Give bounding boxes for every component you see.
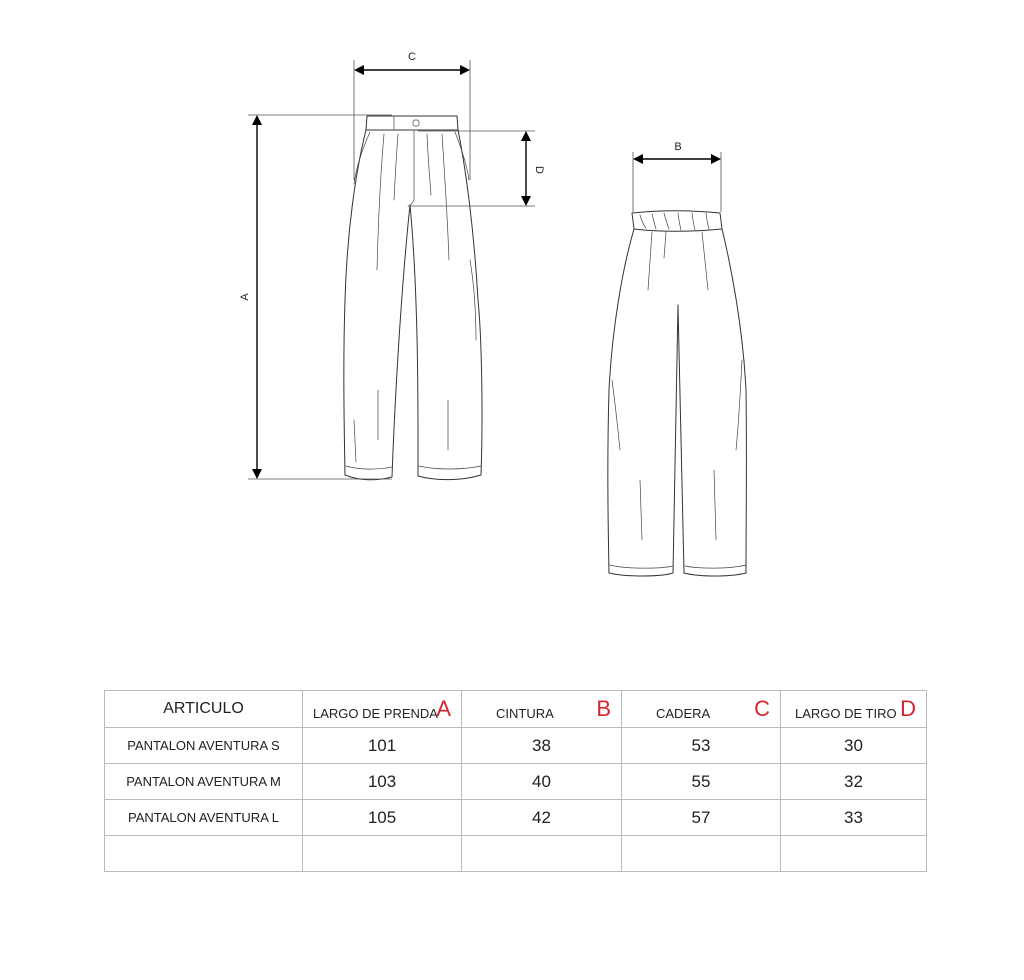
- row-name: PANTALON AVENTURA M: [105, 764, 303, 800]
- dimension-letter-d: D: [900, 696, 916, 721]
- row-name: PANTALON AVENTURA L: [105, 800, 303, 836]
- cell-largo-de-prenda: 103: [303, 764, 462, 800]
- cell-largo-de-tiro: 30: [781, 728, 927, 764]
- column-header-label: CINTURA: [496, 705, 554, 721]
- column-header-label: LARGO DE TIRO: [795, 705, 897, 721]
- column-header-cadera: [622, 691, 781, 728]
- table-header-row: [105, 691, 927, 728]
- dimension-d: [521, 131, 545, 206]
- row-name: PANTALON AVENTURA S: [105, 728, 303, 764]
- cell-largo-de-tiro: 32: [781, 764, 927, 800]
- cell-largo-de-tiro: 33: [781, 800, 927, 836]
- back-guide-lines: [633, 152, 721, 212]
- cell-cintura: [462, 836, 622, 872]
- cell-largo-de-tiro: [781, 836, 927, 872]
- cell-largo-de-prenda: 101: [303, 728, 462, 764]
- cell-cadera: 55: [622, 764, 781, 800]
- dimension-letter-b: B: [596, 696, 611, 721]
- column-header-largo-de-tiro: [781, 691, 927, 728]
- cell-cadera: 57: [622, 800, 781, 836]
- table-row: [105, 764, 927, 800]
- back-pants-drawing: [608, 211, 747, 576]
- table-row: [105, 728, 927, 764]
- cell-largo-de-prenda: 105: [303, 800, 462, 836]
- front-pants-drawing: [344, 116, 482, 480]
- dimension-b: [633, 141, 721, 164]
- cell-cintura: 40: [462, 764, 622, 800]
- cell-largo-de-prenda: [303, 836, 462, 872]
- dimension-d-label: D: [533, 166, 546, 174]
- dimension-letter-c: C: [754, 696, 770, 721]
- cell-cintura: 38: [462, 728, 622, 764]
- dimension-c: [354, 51, 470, 75]
- table-row-empty: [105, 836, 927, 872]
- cell-cadera: 53: [622, 728, 781, 764]
- column-header-label: LARGO DE PRENDA: [313, 705, 438, 721]
- dimension-c-label: C: [408, 51, 416, 63]
- row-name: [105, 836, 303, 872]
- table-row: [105, 800, 927, 836]
- column-header-label: ARTICULO: [163, 700, 244, 717]
- column-header-articulo: [105, 691, 303, 728]
- dimension-a-label: A: [238, 293, 251, 301]
- cell-cadera: [622, 836, 781, 872]
- dimension-b-label: B: [674, 141, 682, 153]
- dimension-a: [239, 115, 262, 479]
- dimension-letter-a: A: [436, 696, 451, 721]
- size-table: [104, 690, 927, 872]
- column-header-cintura: [462, 691, 622, 728]
- column-header-largo-de-prenda: [303, 691, 462, 728]
- column-header-label: CADERA: [656, 705, 711, 721]
- front-guide-lines: [248, 60, 535, 479]
- cell-cintura: 42: [462, 800, 622, 836]
